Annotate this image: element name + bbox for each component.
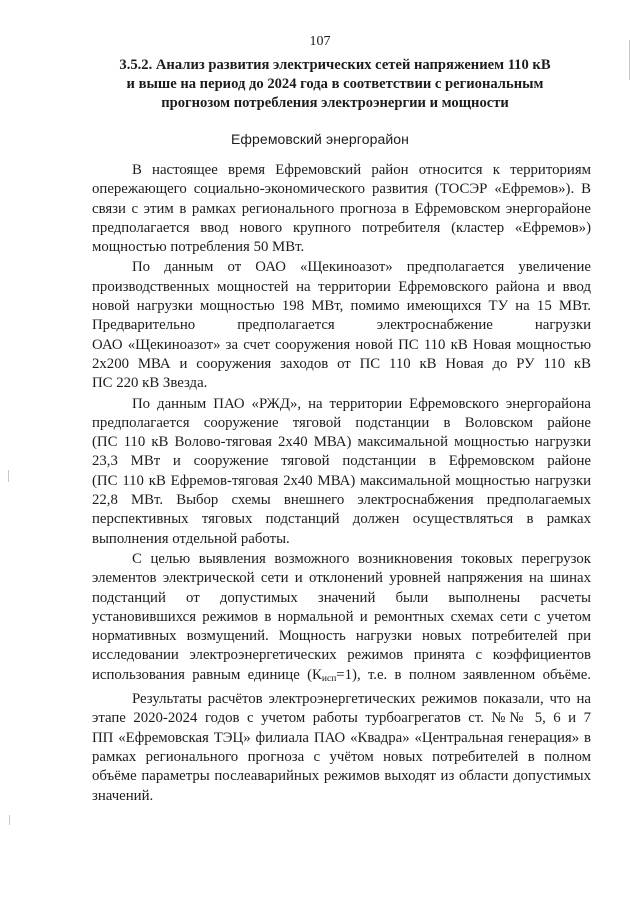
page-number: 107 (309, 34, 331, 49)
text-line: Предварительно предполагается электроснабжение нагрузки (92, 317, 591, 334)
text-fragment: использования равным единице (К (92, 666, 322, 683)
text-line: С целью выявления возможного возникновения токовых перегрузок (132, 550, 591, 567)
heading-line: и выше на период до 2024 года в соответствии с региональным (126, 76, 544, 92)
paragraph (92, 690, 591, 806)
text-line: 2x200 МВА и сооружения заходов от ПС 110 кВ Новая до РУ 110 кВ (92, 355, 591, 372)
text-line: исследовании электроэнергетических режимов принята с коэффициентов (92, 647, 591, 664)
text-fragment: =1), т.е. в полном заявленном объёме. (336, 666, 591, 683)
subscript: исп (321, 673, 337, 684)
text-line: (ПС 110 кВ Ефремов-тяговая 2х40 МВА) максимальной мощностью нагрузки (92, 472, 591, 489)
region-subheading: Ефремовский энергорайон (230, 131, 410, 147)
text-line: перспективных тяговых подстанций должен осуществляться в рамках (92, 511, 591, 528)
text-line: По данным от ОАО «Щекиноазот» предполагается увеличение (132, 259, 591, 276)
text-line: выполнения отдельной работы. (92, 530, 290, 547)
text-line-with-subscript (92, 666, 591, 689)
text-line: предполагается ввод нового крупного потребителя (кластер «Ефремов») (92, 219, 591, 236)
heading-line: 3.5.2. Анализ развития электрических сетей напряжением 110 кВ (119, 57, 551, 73)
paragraph (92, 258, 591, 393)
text-line: значений. (92, 787, 154, 804)
scan-mark (629, 40, 630, 80)
text-line: ПС 220 кВ Звезда. (92, 375, 208, 392)
text-line: предполагается сооружение тяговой подстанции в Воловском районе (92, 414, 591, 431)
text-line: мощностью потребления 50 МВт. (92, 239, 305, 256)
text-line: нормативных возмущений. Мощность нагрузки новых потребителей при (92, 628, 591, 645)
text-line: производственных мощностей на территории Ефремовского района и ввод (92, 278, 591, 295)
section-heading (90, 56, 580, 113)
paragraph (92, 395, 591, 549)
heading-line: прогнозом потребления электроэнергии и мощности (161, 95, 509, 111)
text-line: В настоящее время Ефремовский район относится к территориям (132, 162, 591, 178)
text-line: опережающего социально-экономического развития (ТОСЭР «Ефремов»). В (92, 181, 591, 198)
body-text (92, 161, 591, 807)
text-line: новой нагрузки мощностью 198 МВт, помимо имеющихся ТУ на 15 МВт. (92, 298, 591, 315)
text-line: 22,8 МВт. Выбор схемы внешнего электроснабжения предполагаемых (92, 492, 591, 509)
text-line: этапе 2020-2024 годов с учетом работы турбоагрегатов ст. №№ 5, 6 и 7 (92, 710, 591, 727)
text-line: ОАО «Щекиноазот» за счет сооружения новой ПС 110 кВ Новая мощностью (92, 336, 591, 353)
text-line: объёме параметры послеаварийных режимов выходят из области допустимых (92, 768, 591, 785)
text-line: 23,3 МВт и сооружение тяговой подстанции в Ефремовском районе (92, 453, 591, 470)
text-line: По данным ПАО «РЖД», на территории Ефремовского энергорайона (132, 395, 591, 412)
paragraph (92, 550, 591, 689)
text-line: установившихся режимов в нормальной и ремонтных схемах сети с учетом (92, 608, 591, 625)
text-line: Результаты расчётов электроэнергетических режимов показали, что на (132, 691, 591, 708)
text-line: связи с этим в рамках регионального прогноза в Ефремовском энергорайоне (92, 200, 591, 217)
scan-mark (8, 470, 9, 482)
paragraph (92, 161, 591, 257)
text-line: ПП «Ефремовская ТЭЦ» филиала ПАО «Квадра» «Центральная генерация» в (92, 729, 591, 746)
text-line: рамках регионального прогноза с учётом новых потребителей в полном (92, 748, 591, 765)
text-line: подстанций от допустимых значений были выполнены расчеты (92, 589, 591, 606)
text-line: (ПС 110 кВ Волово-тяговая 2х40 МВА) максимальной мощностью нагрузки (92, 434, 591, 451)
text-line: элементов электрической сети и отклонений уровней напряжения на шинах (92, 570, 591, 587)
scan-mark (9, 815, 10, 825)
